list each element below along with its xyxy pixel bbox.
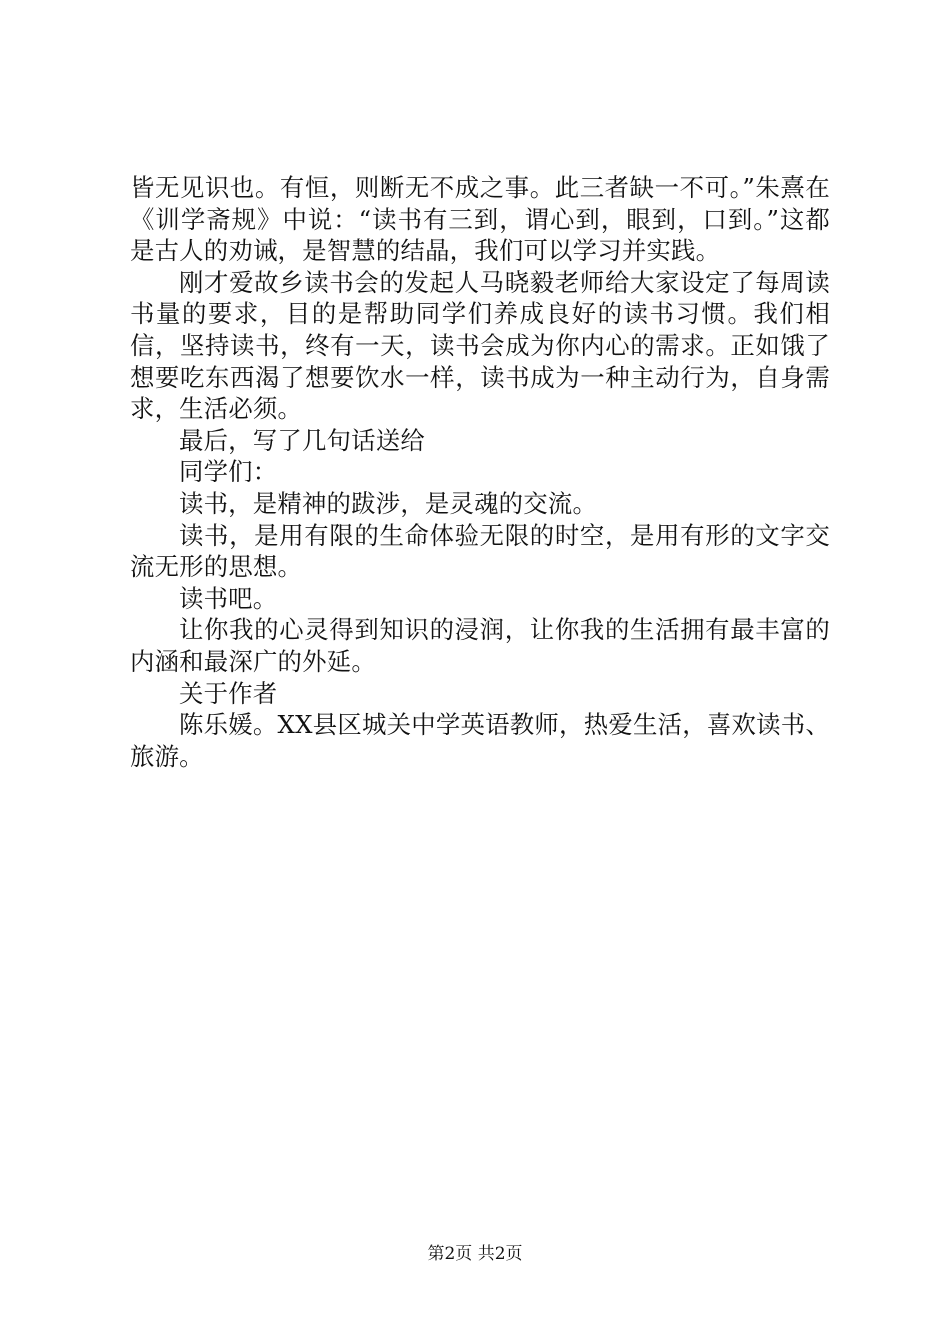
paragraph-closing-intro: 最后，写了几句话送给 xyxy=(179,425,425,455)
paragraph-read-call: 读书吧。 xyxy=(179,583,278,613)
section-heading-about-author: 关于作者 xyxy=(179,678,278,708)
paragraph-reading-journey: 读书，是精神的跋涉，是灵魂的交流。 xyxy=(179,488,598,518)
paragraph-blessing: 让你我的心灵得到知识的浸润，让你我的生活拥有最丰富的内涵和最深广的外延。 xyxy=(130,615,830,676)
paragraph-continuation: 皆无见识也。有恒，则断无不成之事。此三者缺一不可。”朱熹在《训学斋规》中说：“读书有三到，谓心到，眼到，口到。”这都是古人的劝诫，是智慧的结晶，我们可以学习并实践。 xyxy=(130,173,830,266)
paragraph-author-bio: 陈乐媛。XX县区城关中学英语教师，热爱生活，喜欢读书、旅游。 xyxy=(130,710,830,771)
paragraph-reading-experience: 读书，是用有限的生命体验无限的时空，是用有形的文字交流无形的思想。 xyxy=(130,520,830,582)
document-body xyxy=(130,172,830,772)
paragraph-reading-club: 刚才爱故乡读书会的发起人马晓毅老师给大家设定了每周读书量的要求，目的是帮助同学们养成良好的读书习惯。我们相信，坚持读书，终有一天，读书会成为你内心的需求。正如饿了想要吃东西渴了想要饮水一样，读书成为一种主动行为，自身需求，生活必须。 xyxy=(130,267,830,424)
page-number-footer: 第2页 共2页 xyxy=(427,1244,523,1264)
paragraph-salutation: 同学们： xyxy=(179,457,278,487)
